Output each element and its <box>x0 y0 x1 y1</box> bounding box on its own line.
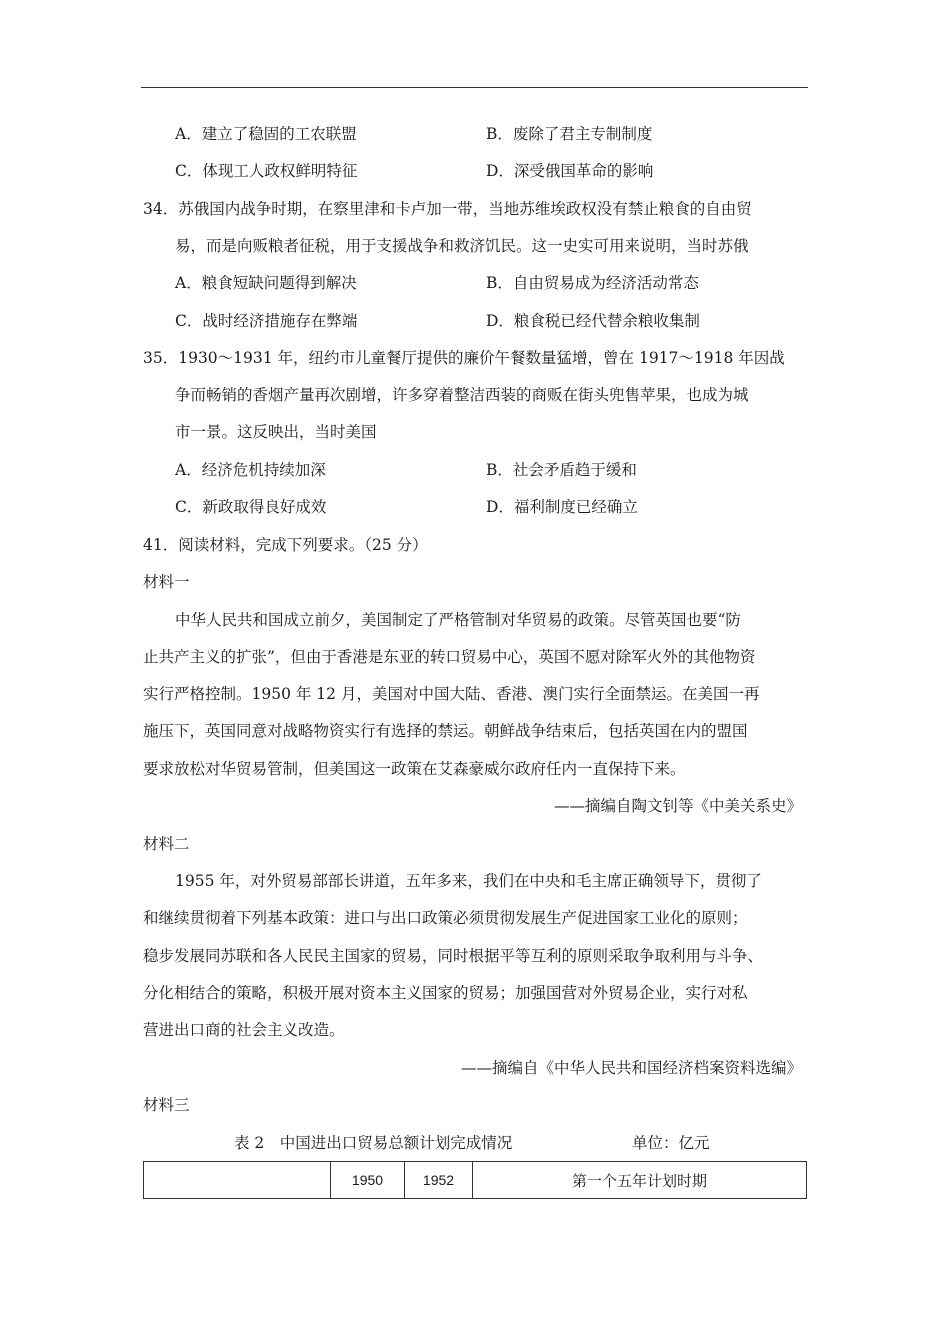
table-header-blank <box>144 1162 331 1199</box>
q35-stem-line2: 争而畅销的香烟产量再次剧增，许多穿着整洁西装的商贩在街头兜售苹果，也成为城 <box>175 386 749 404</box>
material-2-line1: 1955 年，对外贸易部部长讲道，五年多来，我们在中央和毛主席正确领导下，贯彻了 <box>175 872 762 890</box>
q35-stem-line1: 35．1930～1931 年，纽约市儿童餐厅提供的廉价午餐数量猛增，曾在 1917～1918 年因战 <box>143 349 785 367</box>
q33-option-d: D．深受俄国革命的影响 <box>486 162 654 180</box>
material-1-line2: 止共产主义的扩张”，但由于香港是东亚的转口贸易中心，英国不愿对除军火外的其他物资 <box>143 648 756 666</box>
q35-option-c: C．新政取得良好成效 <box>175 498 327 516</box>
material-2-line5: 营进出口商的社会主义改造。 <box>143 1021 345 1039</box>
material-1-line3: 实行严格控制。1950 年 12 月，美国对中国大陆、香港、澳门实行全面禁运。在美国一再 <box>143 685 760 703</box>
q33-option-c: C．体现工人政权鲜明特征 <box>175 162 358 180</box>
material-2-line3: 稳步发展同苏联和各人民民主国家的贸易，同时根据平等互利的原则采取争取利用与斗争、 <box>143 947 764 965</box>
q34-option-b: B．自由贸易成为经济活动常态 <box>486 274 699 292</box>
material-1-line5: 要求放松对华贸易管制，但美国这一政策在艾森豪威尔政府任内一直保持下来。 <box>143 760 686 778</box>
material-2-source: ——摘编自《中华人民共和国经济档案资料选编》 <box>460 1059 802 1077</box>
q35-option-a: A．经济危机持续加深 <box>175 461 326 479</box>
q35-option-d: D．福利制度已经确立 <box>486 498 638 516</box>
material-3-title: 材料三 <box>143 1096 190 1114</box>
material-1-line1: 中华人民共和国成立前夕，美国制定了严格管制对华贸易的政策。尽管英国也要“防 <box>175 611 741 629</box>
table-header-1950: 1950 <box>331 1162 405 1199</box>
table-unit: 单位：亿元 <box>632 1134 710 1152</box>
material-1-line4: 施压下，英国同意对战略物资实行有选择的禁运。朝鲜战争结束后，包括英国在内的盟国 <box>143 722 748 740</box>
q34-stem-line1: 34．苏俄国内战争时期，在察里津和卡卢加一带，当地苏维埃政权没有禁止粮食的自由贸 <box>143 200 752 218</box>
q34-option-c: C．战时经济措施存在弊端 <box>175 312 358 330</box>
q34-option-a: A．粮食短缺问题得到解决 <box>175 274 357 292</box>
q35-option-b: B．社会矛盾趋于缓和 <box>486 461 637 479</box>
trade-plan-table <box>143 1161 807 1199</box>
q33-option-a: A．建立了稳固的工农联盟 <box>175 125 357 143</box>
material-2-title: 材料二 <box>143 835 190 853</box>
table-header-first-five-year-plan: 第一个五年计划时期 <box>473 1162 807 1199</box>
table-caption: 表 2 中国进出口贸易总额计划完成情况 <box>234 1134 513 1152</box>
material-2-line2: 和继续贯彻着下列基本政策：进口与出口政策必须贯彻发展生产促进国家工业化的原则； <box>143 909 748 927</box>
table-header-1952: 1952 <box>405 1162 473 1199</box>
q33-option-b: B．废除了君主专制制度 <box>486 125 653 143</box>
material-1-source: ——摘编自陶文钊等《中美关系史》 <box>553 797 802 815</box>
q35-stem-line3: 市一景。这反映出，当时美国 <box>175 423 377 441</box>
q34-option-d: D．粮食税已经代替余粮收集制 <box>486 312 700 330</box>
material-2-line4: 分化相结合的策略，积极开展对资本主义国家的贸易；加强国营对外贸易企业，实行对私 <box>143 984 748 1002</box>
header-rule <box>141 87 808 88</box>
table-header-row <box>144 1162 807 1199</box>
material-1-title: 材料一 <box>143 573 190 591</box>
q34-stem-line2: 易，而是向贩粮者征税，用于支援战争和救济饥民。这一史实可用来说明，当时苏俄 <box>175 237 749 255</box>
q41-stem: 41．阅读材料，完成下列要求。（25 分） <box>143 536 428 554</box>
